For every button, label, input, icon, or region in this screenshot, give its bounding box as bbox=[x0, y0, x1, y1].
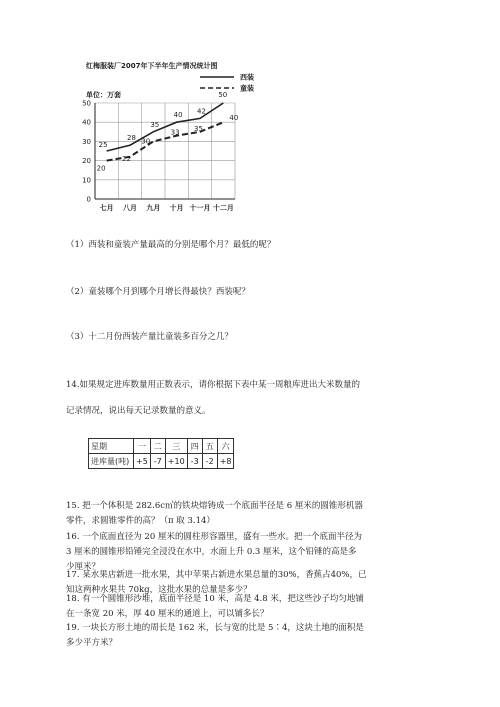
data-label: 40 bbox=[173, 111, 183, 120]
table-header-cell: 四 bbox=[187, 439, 202, 454]
problem-15-line1: 15. 把一个体积是 282.6c㎡的铁块熔铸成一个底面半径是 6 厘米的圆锥形机器 bbox=[66, 501, 363, 511]
y-tick-label: 10 bbox=[82, 176, 91, 185]
chart-unit-label: 单位：万套 bbox=[86, 91, 121, 99]
x-tick-label: 十月 bbox=[169, 204, 184, 212]
question-3: （3）十二月份西装产量比童装多百分之几？ bbox=[66, 332, 233, 342]
y-tick-label: 40 bbox=[82, 118, 91, 127]
question-2: （2）童装哪个月到哪个月增长得最快？西装呢？ bbox=[66, 287, 250, 297]
problem-18-line1: 18. 有一个圆锥形沙堆，底面半径是 10 米，高是 4.8 米，把这些沙子均匀地铺 bbox=[66, 594, 364, 604]
table-header-cell: 六 bbox=[217, 439, 234, 454]
y-tick-label: 0 bbox=[86, 195, 91, 204]
x-tick-label: 八月 bbox=[123, 204, 137, 212]
table-cell: -7 bbox=[150, 454, 165, 469]
chart-ticks bbox=[82, 100, 234, 213]
legend-label: 西装 bbox=[240, 73, 254, 82]
chart-grid bbox=[95, 103, 235, 199]
problem-19-line1: 19. 一块长方形土地的周长是 162 米，长与宽的比是 5∶4，这块土地的面积是 bbox=[66, 623, 364, 633]
table-header-cell: 二 bbox=[150, 439, 165, 454]
problem-18-line2: 在一条宽 20 米，厚 40 厘米的通道上，可以铺多长？ bbox=[66, 609, 269, 619]
stock-table bbox=[88, 438, 234, 469]
problem-16-line1: 16. 一个底面直径为 20 厘米的圆柱形容器里，盛有一些水。把一个底面半径为 bbox=[66, 532, 362, 542]
table-cell: 进库量(吨) bbox=[89, 454, 134, 469]
data-label: 22 bbox=[122, 154, 131, 163]
data-label: 50 bbox=[218, 91, 228, 99]
problem-17-line2: 知这两种水果共 70kg，这批水果的总量是多少？ bbox=[66, 585, 252, 595]
problem-14-line2: 记录情况，说出每天记录数量的意义。 bbox=[66, 406, 211, 416]
data-label: 40 bbox=[229, 114, 239, 123]
x-tick-label: 十二月 bbox=[212, 204, 234, 212]
legend-label: 童装 bbox=[240, 84, 254, 93]
y-tick-label: 20 bbox=[82, 157, 91, 166]
table-row bbox=[89, 454, 234, 469]
data-label: 33 bbox=[170, 128, 180, 137]
data-label: 35 bbox=[194, 124, 203, 133]
table-header-cell: 星期 bbox=[89, 439, 134, 454]
problem-14-line1: 14.如果规定进库数量用正数表示，请你根据下表中某一周粮库进出大米数量的 bbox=[66, 380, 361, 390]
data-label: 28 bbox=[127, 134, 136, 143]
data-label: 30 bbox=[141, 137, 151, 146]
table-header-row bbox=[89, 439, 234, 454]
data-label: 35 bbox=[150, 120, 160, 129]
table-cell: +5 bbox=[134, 454, 151, 469]
table-cell: -2 bbox=[202, 454, 217, 469]
table-cell: -3 bbox=[187, 454, 202, 469]
table-header-cell: 三 bbox=[165, 439, 187, 454]
x-tick-label: 九月 bbox=[146, 204, 161, 212]
chart-title: 红梅服装厂2007年下半年生产情况统计图 bbox=[86, 62, 218, 70]
chart-legend bbox=[200, 73, 254, 93]
data-label: 20 bbox=[96, 164, 106, 173]
problem-15-line2: 零件，求圆锥零件的高？（π 取 3.14） bbox=[66, 516, 215, 526]
table-header-cell: 一 bbox=[134, 439, 151, 454]
problem-19-line2: 多少平方米？ bbox=[66, 638, 118, 648]
table-header-cell: 五 bbox=[202, 439, 217, 454]
problem-16-line3: 少厘米？ bbox=[66, 562, 101, 572]
line-chart bbox=[0, 0, 500, 230]
data-label: 42 bbox=[197, 107, 206, 116]
data-label: 25 bbox=[98, 141, 108, 149]
question-1: （1）西装和童装产量最高的分别是哪个月？最低的呢？ bbox=[66, 240, 276, 250]
y-tick-label: 50 bbox=[82, 99, 91, 108]
table-cell: +10 bbox=[165, 454, 187, 469]
y-tick-label: 30 bbox=[82, 137, 91, 146]
problem-17-line1: 17. 某水果店新进一批水果，其中苹果占新进水果总量的30%，香蕉占40%，已 bbox=[66, 570, 367, 580]
problem-16-line2: 3 厘米的圆锥形铅锤完全浸没在水中，水面上升 0.3 厘米，这个铅锤的高是多 bbox=[66, 547, 357, 557]
table-cell: +8 bbox=[217, 454, 234, 469]
x-tick-label: 十一月 bbox=[189, 204, 211, 212]
x-tick-label: 七月 bbox=[99, 204, 114, 212]
